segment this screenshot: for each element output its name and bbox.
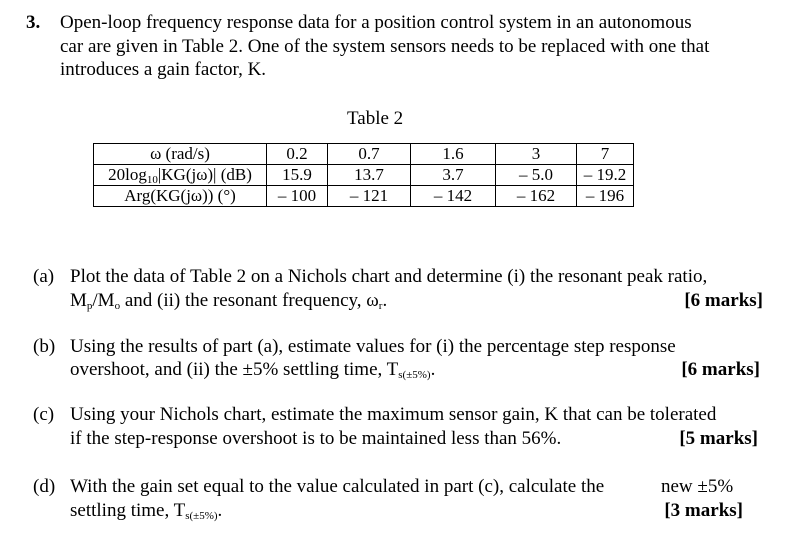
gain-cell: – 19.2	[577, 165, 634, 186]
part-b-line-1: Using the results of part (a), estimate values for (i) the percentage step response	[70, 336, 676, 357]
part-a-line-1: Plot the data of Table 2 on a Nichols chart and determine (i) the resonant peak ratio,	[70, 266, 708, 287]
table-row-gain	[94, 165, 634, 186]
part-d-line-1-tail: new ±5%	[661, 476, 734, 497]
table-row-omega	[94, 144, 634, 165]
table-row-phase	[94, 186, 634, 207]
part-b-line-2: overshoot, and (ii) the ±5% settling time, $T_{s(\pm 5\%)}$.	[70, 359, 436, 381]
phase-cell: – 196	[577, 186, 634, 207]
phase-cell: – 121	[328, 186, 411, 207]
omega-cell: 1.6	[411, 144, 496, 165]
question-number: 3.	[26, 12, 41, 33]
omega-cell: 7	[577, 144, 634, 165]
part-a-marks: [6 marks]	[684, 290, 763, 311]
row-label-gain: $20\log_{10}|KG(j\omega)|$ (dB)	[94, 165, 267, 186]
part-c-label: (c)	[33, 404, 55, 425]
part-a-line-2: $M_p/M_o$ and (ii) the resonant frequency, $\omega_r$.	[70, 290, 388, 312]
gain-cell: 15.9	[267, 165, 328, 186]
intro-line-1: Open-loop frequency response data for a position control system in an autonomous	[60, 12, 692, 33]
part-d-line-2: settling time, $T_{s(\pm 5\%)}$.	[70, 500, 223, 522]
row-label-phase: Arg(KG(jω)) (°)	[94, 186, 267, 207]
omega-cell: 0.2	[267, 144, 328, 165]
part-c-line-1: Using your Nichols chart, estimate the maximum sensor gain, K that can be tolerated	[70, 404, 717, 425]
phase-cell: – 162	[496, 186, 577, 207]
frequency-response-table	[93, 143, 634, 207]
part-b-label: (b)	[33, 336, 56, 357]
omega-cell: 0.7	[328, 144, 411, 165]
part-c-line-2: if the step-response overshoot is to be maintained less than 56%.	[70, 428, 562, 449]
part-d-marks: [3 marks]	[664, 500, 743, 521]
gain-cell: 3.7	[411, 165, 496, 186]
part-a-label: (a)	[33, 266, 55, 287]
part-c-marks: [5 marks]	[679, 428, 758, 449]
part-b-marks: [6 marks]	[681, 359, 760, 380]
gain-cell: – 5.0	[496, 165, 577, 186]
phase-cell: – 142	[411, 186, 496, 207]
gain-cell: 13.7	[328, 165, 411, 186]
phase-cell: – 100	[267, 186, 328, 207]
intro-line-2: car are given in Table 2. One of the system sensors needs to be replaced with one that	[60, 36, 710, 57]
part-d-label: (d)	[33, 476, 56, 497]
row-label-omega: ω (rad/s)	[94, 144, 267, 165]
table-caption: Table 2	[347, 108, 404, 129]
intro-line-3: introduces a gain factor, K.	[60, 59, 267, 80]
part-d-line-1: With the gain set equal to the value calculated in part (c), calculate the	[70, 476, 605, 497]
omega-cell: 3	[496, 144, 577, 165]
